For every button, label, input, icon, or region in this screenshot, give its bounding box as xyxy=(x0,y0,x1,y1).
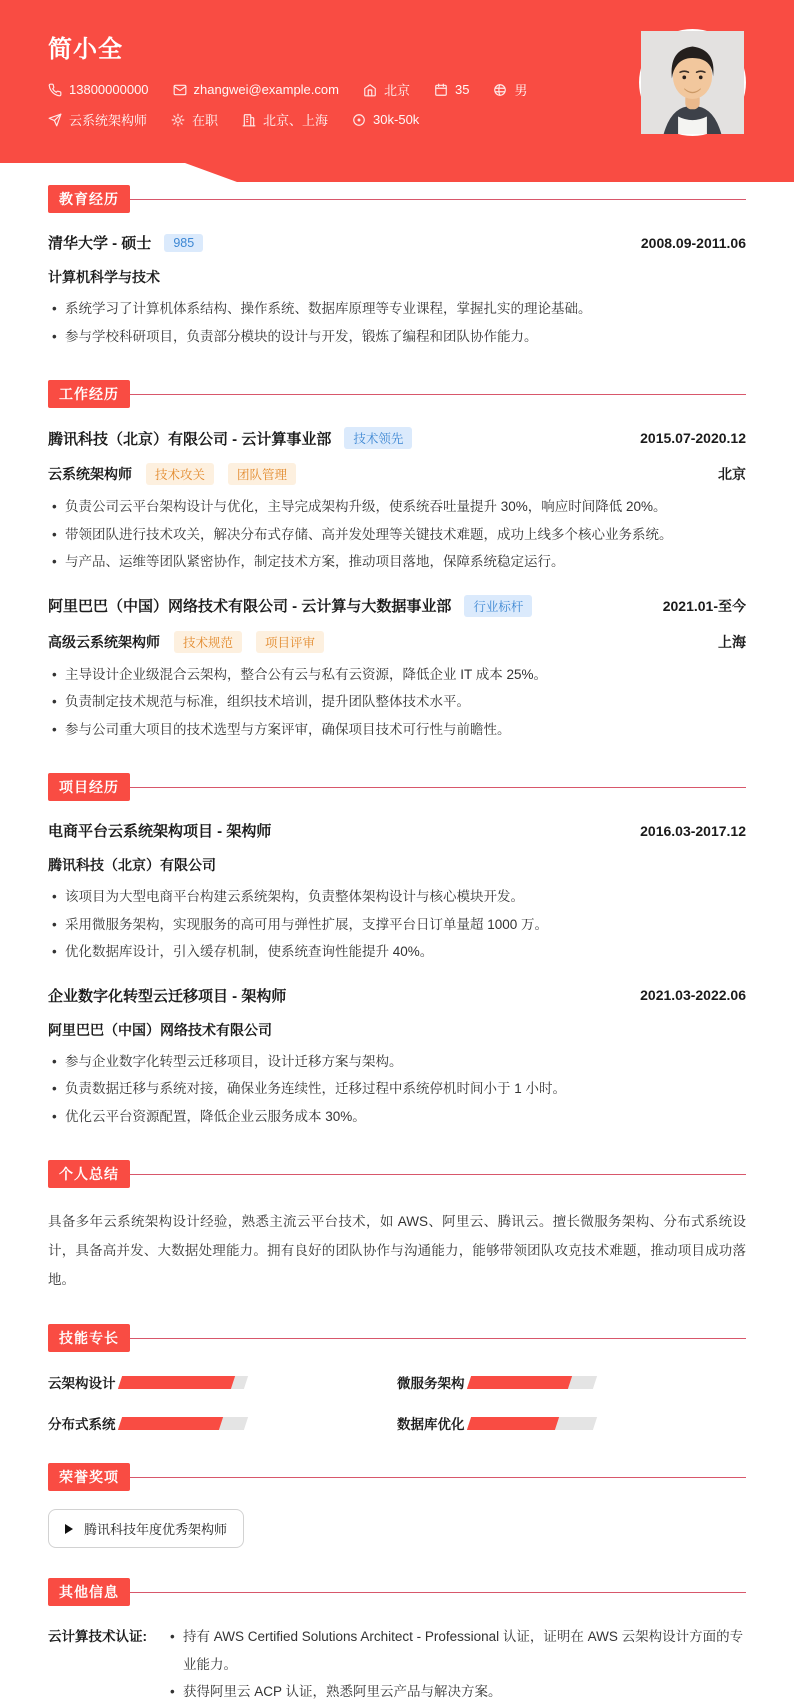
skill-progress-bar xyxy=(118,1417,248,1430)
job-title-item xyxy=(48,110,147,129)
section-header-projects xyxy=(48,773,746,801)
gender-item xyxy=(493,80,527,99)
section-badge-skills: 技能专长 xyxy=(48,1324,130,1352)
bullet-dot: • xyxy=(52,916,57,932)
city-building-icon xyxy=(242,113,256,127)
project-entry-1-head xyxy=(48,820,746,841)
honor-text: 腾讯科技年度优秀架构师 xyxy=(84,1522,228,1537)
role-tag: 项目评审 xyxy=(256,631,324,653)
bullet-dot: • xyxy=(52,526,57,542)
bullet-dot: • xyxy=(52,666,57,682)
gender-icon xyxy=(493,83,507,97)
job-status-item xyxy=(171,110,218,129)
phone-icon xyxy=(48,83,62,97)
bullet-text: 参与学校科研项目，负责部分模块的设计与开发，锻炼了编程和团队协作能力。 xyxy=(65,328,538,344)
section-line xyxy=(130,787,746,788)
candidate-name: 简小全 xyxy=(48,36,123,63)
section-header-education xyxy=(48,185,746,213)
work-date: 2021.01-至今 xyxy=(662,597,746,614)
skills-grid xyxy=(48,1372,746,1433)
phone-item xyxy=(48,82,149,97)
salary-target-icon xyxy=(352,113,366,127)
work-entry-2-bullets xyxy=(48,661,746,744)
section-badge-projects: 项目经历 xyxy=(48,773,130,801)
intended-city-item xyxy=(242,110,328,129)
section-badge-education: 教育经历 xyxy=(48,185,130,213)
list-item xyxy=(48,521,746,549)
list-item xyxy=(48,493,746,521)
bullet-dot: • xyxy=(52,499,57,514)
bullet-dot: • xyxy=(52,944,57,959)
list-item xyxy=(48,661,746,689)
education-bullets xyxy=(48,295,746,350)
skill-name: 云架构设计 xyxy=(48,1376,116,1391)
intended-city-text: 北京、上海 xyxy=(263,113,329,128)
company-name: 腾讯科技（北京）有限公司 - 云计算事业部 xyxy=(48,430,332,448)
bullet-dot: • xyxy=(170,1629,175,1644)
bullet-text: 参与企业数字化转型云迁移项目，设计迁移方案与架构。 xyxy=(65,1053,403,1069)
work-entry-1-head xyxy=(48,427,746,449)
work-city: 北京 xyxy=(718,466,746,482)
education-major-row xyxy=(48,267,746,287)
role-tag: 团队管理 xyxy=(228,463,296,485)
job-title-text: 云系统架构师 xyxy=(69,113,148,128)
bullet-dot: • xyxy=(52,721,57,737)
skill-progress-fill xyxy=(118,1417,223,1430)
list-item xyxy=(166,1623,746,1678)
bullet-text: 与产品、运维等团队紧密协作，制定技术方案，推动项目落地，保障系统稳定运行。 xyxy=(65,554,565,569)
bullet-text: 系统学习了计算机体系结构、操作系统、数据库原理等专业课程，掌握扎实的理论基础。 xyxy=(65,301,592,316)
bullet-text: 主导设计企业级混合云架构，整合公有云与私有云资源，降低企业 IT 成本 25%。 xyxy=(65,666,548,682)
project-entry-2-company-row xyxy=(48,1020,746,1040)
bullet-text: 持有 AWS Certified Solutions Architect - Professional 认证，证明在 AWS 云架构设计方面的专业能力。 xyxy=(183,1629,744,1672)
role-name: 高级云系统架构师 xyxy=(48,633,160,650)
list-item xyxy=(48,548,746,576)
status-gear-icon xyxy=(171,113,185,127)
job-status-text: 在职 xyxy=(192,113,219,128)
company-name: 阿里巴巴（中国）网络技术有限公司 - 云计算与大数据事业部 xyxy=(48,598,452,615)
play-icon xyxy=(65,1524,73,1534)
list-item xyxy=(48,1048,746,1076)
phone-number: 13800000000 xyxy=(69,82,149,97)
major-name: 计算机科学与技术 xyxy=(48,269,160,285)
age-icon xyxy=(434,83,448,97)
project-company: 阿里巴巴（中国）网络技术有限公司 xyxy=(48,1021,272,1038)
section-line xyxy=(130,394,746,395)
email-address: zhangwei@example.com xyxy=(193,82,339,97)
hometown-text: 北京 xyxy=(383,83,410,98)
bullet-dot: • xyxy=(52,554,57,569)
school-name: 清华大学 - 硕士 xyxy=(48,235,152,252)
skill-name: 分布式系统 xyxy=(48,1417,116,1432)
work-entry-2-head xyxy=(48,595,746,617)
project-entry-2-head xyxy=(48,985,746,1006)
list-item xyxy=(48,911,746,939)
education-date: 2008.09-2011.06 xyxy=(640,234,746,251)
skill-progress-bar xyxy=(467,1376,597,1389)
bullet-text: 获得阿里云 ACP 认证，熟悉阿里云产品与解决方案。 xyxy=(183,1684,502,1699)
section-badge-work: 工作经历 xyxy=(48,380,130,408)
section-header-honors xyxy=(48,1463,746,1491)
section-line xyxy=(130,1174,746,1175)
bullet-dot: • xyxy=(52,301,57,316)
honor-chip[interactable] xyxy=(48,1509,244,1548)
project-name: 电商平台云系统架构项目 - 架构师 xyxy=(48,823,272,840)
section-badge-honors: 荣誉奖项 xyxy=(48,1463,130,1491)
work-entry-1-bullets xyxy=(48,493,746,576)
other-info-label: 云计算技术认证: xyxy=(48,1629,147,1644)
home-icon xyxy=(363,83,377,97)
section-header-other xyxy=(48,1578,746,1606)
avatar xyxy=(639,29,746,136)
skill-row xyxy=(397,1372,746,1392)
skill-progress-fill xyxy=(467,1417,559,1430)
work-date: 2015.07-2020.12 xyxy=(640,430,746,446)
age-item xyxy=(434,82,469,97)
avatar-photo-placeholder xyxy=(641,31,744,134)
bullet-dot: • xyxy=(52,694,57,709)
age-text: 35 xyxy=(454,82,470,97)
email-icon xyxy=(173,83,187,97)
project-entry-2-bullets xyxy=(48,1048,746,1131)
list-item xyxy=(48,1075,746,1103)
project-name: 企业数字化转型云迁移项目 - 架构师 xyxy=(48,987,287,1005)
role-tag: 技术规范 xyxy=(174,631,242,653)
role-tag: 技术攻关 xyxy=(146,463,214,485)
bullet-text: 负责数据迁移与系统对接，确保业务连续性，迁移过程中系统停机时间小于 1 小时。 xyxy=(65,1081,567,1096)
project-entry-1-company-row xyxy=(48,855,746,875)
bullet-dot: • xyxy=(170,1684,175,1699)
company-badge: 行业标杆 xyxy=(464,595,532,617)
bullet-dot: • xyxy=(52,1108,57,1124)
bullet-text: 负责公司云平台架构设计与优化，主导完成架构升级，使系统吞吐量提升 30%，响应时间降低 20%。 xyxy=(65,499,667,514)
skill-name: 数据库优化 xyxy=(397,1417,465,1432)
bullet-text: 负责制定技术规范与标准，组织技术培训，提升团队整体技术水平。 xyxy=(65,694,470,709)
skill-progress-fill xyxy=(467,1376,572,1389)
bullet-dot: • xyxy=(52,328,57,344)
bullet-text: 带领团队进行技术攻关，解决分布式存储、高并发处理等关键技术难题，成功上线多个核心业务系统。 xyxy=(65,526,673,542)
section-line xyxy=(130,1338,746,1339)
section-header-work xyxy=(48,380,746,408)
bullet-text: 优化数据库设计，引入缓存机制，使系统查询性能提升 40%。 xyxy=(65,944,434,959)
section-badge-other: 其他信息 xyxy=(48,1578,130,1606)
bullet-text: 该项目为大型电商平台构建云系统架构，负责整体架构设计与核心模块开发。 xyxy=(65,889,524,904)
other-info-row xyxy=(48,1623,746,1706)
bullet-text: 采用微服务架构，实现服务的高可用与弹性扩展，支撑平台日订单量超 1000 万。 xyxy=(65,916,549,932)
salary-item xyxy=(352,112,419,127)
education-entry-head xyxy=(48,232,746,253)
list-item xyxy=(48,295,746,323)
role-name: 云系统架构师 xyxy=(48,466,132,482)
skill-row xyxy=(48,1372,397,1392)
skill-progress-bar xyxy=(118,1376,248,1389)
company-badge: 技术领先 xyxy=(344,427,412,449)
section-badge-summary: 个人总结 xyxy=(48,1160,130,1188)
skill-progress-fill xyxy=(118,1376,236,1389)
section-line xyxy=(130,1477,746,1478)
list-item xyxy=(166,1678,746,1706)
other-info-bullets xyxy=(166,1623,746,1706)
work-city: 上海 xyxy=(718,633,746,650)
gender-text: 男 xyxy=(514,83,528,98)
list-item xyxy=(48,938,746,966)
bullet-text: 优化云平台资源配置，降低企业云服务成本 30%。 xyxy=(65,1108,366,1124)
job-title-icon xyxy=(48,113,62,127)
bullet-dot: • xyxy=(52,1053,57,1069)
project-date: 2016.03-2017.12 xyxy=(640,822,746,839)
project-date: 2021.03-2022.06 xyxy=(640,987,746,1003)
section-header-summary xyxy=(48,1160,746,1188)
skill-row xyxy=(48,1413,397,1433)
bullet-dot: • xyxy=(52,1081,57,1096)
section-line xyxy=(130,199,746,200)
school-985-badge: 985 xyxy=(164,234,203,252)
hometown-item xyxy=(363,80,410,99)
project-entry-1-bullets xyxy=(48,883,746,966)
bullet-dot: • xyxy=(52,889,57,904)
list-item xyxy=(48,1103,746,1131)
skill-name: 微服务架构 xyxy=(397,1376,465,1391)
work-entry-2-role-row xyxy=(48,631,746,653)
skill-progress-bar xyxy=(467,1417,597,1430)
bullet-text: 参与公司重大项目的技术选型与方案评审，确保项目技术可行性与前瞻性。 xyxy=(65,721,511,737)
section-line xyxy=(130,1592,746,1593)
section-header-skills xyxy=(48,1324,746,1352)
list-item xyxy=(48,323,746,351)
resume-header xyxy=(0,0,794,182)
salary-text: 30k-50k xyxy=(373,112,420,127)
skill-row xyxy=(397,1413,746,1433)
work-entry-1-role-row xyxy=(48,463,746,485)
project-company: 腾讯科技（北京）有限公司 xyxy=(48,857,216,873)
list-item xyxy=(48,716,746,744)
summary-paragraph: 具备多年云系统架构设计经验，熟悉主流云平台技术，如 AWS、阿里云、腾讯云。擅长微服务架构、分布式系统设计，具备高并发、大数据处理能力。拥有良好的团队协作与沟通能力，能够带领团队攻克技术难题，推动项目成功落地。 xyxy=(48,1214,746,1287)
email-item xyxy=(173,82,339,97)
list-item xyxy=(48,688,746,716)
list-item xyxy=(48,883,746,911)
